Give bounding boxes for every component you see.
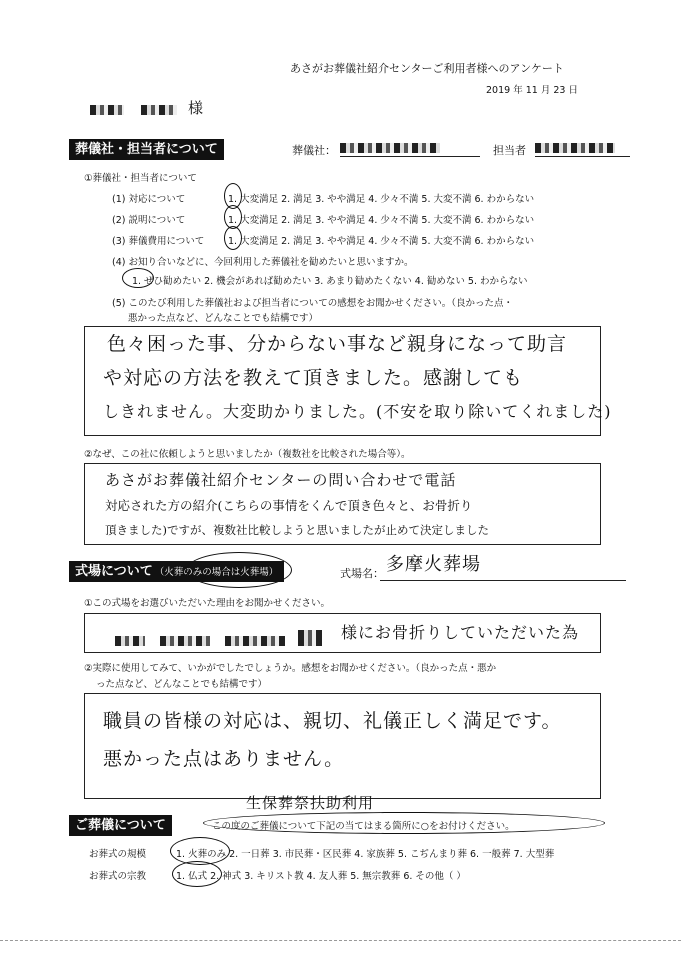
- venue-q1-text: ①この式場をお選びいただいた理由をお聞かせください。: [84, 598, 331, 609]
- q1-row-1-label: (1) 対応について: [112, 194, 186, 205]
- survey-date: 2019 年 11 月 23 日: [486, 85, 578, 96]
- funeral-scale-options[interactable]: 1. 火葬のみ 2. 一日葬 3. 市民葬・区民葬 4. 家族葬 5. こぢんまり葬 6. 一般葬 7. 大型葬: [176, 849, 555, 860]
- funeral-handwritten-note: 生保葬祭扶助利用: [246, 794, 375, 812]
- q1-row-2-label: (2) 説明について: [112, 215, 186, 226]
- q1-row-2-options[interactable]: 1. 大変満足 2. 満足 3. やや満足 4. 少々不満 5. 大変不満 6. わからない: [228, 215, 535, 226]
- q1-title: ①葬儀社・担当者について: [84, 173, 197, 184]
- venue-header-note: （火葬のみの場合は火葬場）: [154, 567, 279, 578]
- company-label: 葬儀社：: [292, 144, 336, 157]
- q1-q4-text: (4) お知り合いなどに、今回利用した葬儀社を勧めたいと思いますか。: [112, 257, 414, 268]
- q1-q5-text-2: 悪かった点など、どんなことでも結構です）: [128, 313, 319, 324]
- venue-q2-text-2: った点など、どんなことでも結構です）: [96, 679, 268, 690]
- section-funeral-company-header: 葬儀社・担当者について: [69, 139, 224, 160]
- section-funeral-header: ご葬儀について: [69, 815, 172, 836]
- venue-name[interactable]: 多摩火葬場: [380, 550, 626, 581]
- q2-answer-line-3: 頂きました)ですが、複数社比較しようと思いましたが止めて決定しました: [105, 523, 489, 537]
- q1-row-3-answer-circle: [224, 226, 242, 250]
- survey-title: あさがお葬儀社紹介センターご利用者様へのアンケート: [290, 62, 564, 75]
- funeral-instruction-mark: [203, 812, 605, 834]
- customer-name-suffix: 様: [188, 99, 204, 117]
- funeral-religion-answer-circle: [172, 861, 222, 887]
- staff-name-redacted: [535, 140, 630, 157]
- customer-name-redacted: [90, 100, 178, 112]
- bottom-divider: [0, 940, 681, 941]
- venue-header-mark: [186, 552, 292, 588]
- q1-q5-text-1: (5) このたび利用した葬儀社および担当者についての感想をお聞かせください。（良かった点・: [112, 298, 514, 309]
- venue-q2-answer-box[interactable]: [84, 693, 601, 799]
- q1-q4-options[interactable]: 1. ぜひ勧めたい 2. 機会があれば勧めたい 3. あまり勧めたくない 4. 勧めない 5. わからない: [132, 276, 528, 287]
- q2-text: ②なぜ、この社に依頼しようと思いましたか（複数社を比較された場合等）。: [84, 449, 411, 460]
- q1-q5-answer-line-3: しきれません。大変助かりました。(不安を取り除いてくれました): [103, 402, 612, 421]
- q1-row-1-options[interactable]: 1. 大変満足 2. 満足 3. やや満足 4. 少々不満 5. 大変不満 6. わからない: [228, 194, 535, 205]
- venue-q1-redacted: [115, 630, 325, 650]
- funeral-religion-label: お葬式の宗教: [89, 871, 147, 882]
- q1-q5-answer-line-2: や対応の方法を教えて頂きました。感謝しても: [103, 367, 524, 389]
- q1-q5-answer-line-1: 色々困った事、分からない事など親身になって助言: [107, 333, 568, 355]
- q1-row-3-label: (3) 葬儀費用について: [112, 236, 205, 247]
- venue-q2-answer-line-1: 職員の皆様の対応は、親切、礼儀正しく満足です。: [103, 710, 562, 732]
- funeral-scale-label: お葬式の規模: [89, 849, 147, 860]
- funeral-instruction: この度のご葬儀について下記の当てはまる箇所に○をお付けください。: [212, 821, 515, 832]
- venue-q1-answer-box[interactable]: [84, 613, 601, 653]
- venue-header-title: 式場について: [75, 564, 153, 579]
- q2-answer-box[interactable]: [84, 463, 601, 545]
- staff-label: 担当者: [493, 144, 526, 157]
- funeral-religion-options[interactable]: 1. 仏式 2. 神式 3. キリスト教 4. 友人葬 5. 無宗教葬 6. その他（ ）: [176, 871, 466, 882]
- q1-q4-answer-circle: [122, 268, 154, 288]
- q2-answer-line-2: 対応された方の紹介(こちらの事情をくんで頂き色々と、お骨折り: [105, 498, 473, 513]
- q1-q5-answer-box[interactable]: [84, 326, 612, 436]
- q2-answer-line-1: あさがお葬儀社紹介センターの問い合わせで電話: [105, 471, 457, 489]
- venue-label: 式場名：: [340, 567, 384, 580]
- q1-row-3-options[interactable]: 1. 大変満足 2. 満足 3. やや満足 4. 少々不満 5. 大変不満 6. わからない: [228, 236, 535, 247]
- company-name-redacted: [340, 140, 480, 157]
- venue-q2-answer-line-2: 悪かった点はありません。: [103, 748, 345, 770]
- venue-q1-answer: 様にお骨折りしていただいた為: [341, 623, 580, 642]
- venue-q2-text-1: ②実際に使用してみて、いかがでしたでしょうか。感想をお聞かせください。（良かった点・悪か: [84, 663, 497, 674]
